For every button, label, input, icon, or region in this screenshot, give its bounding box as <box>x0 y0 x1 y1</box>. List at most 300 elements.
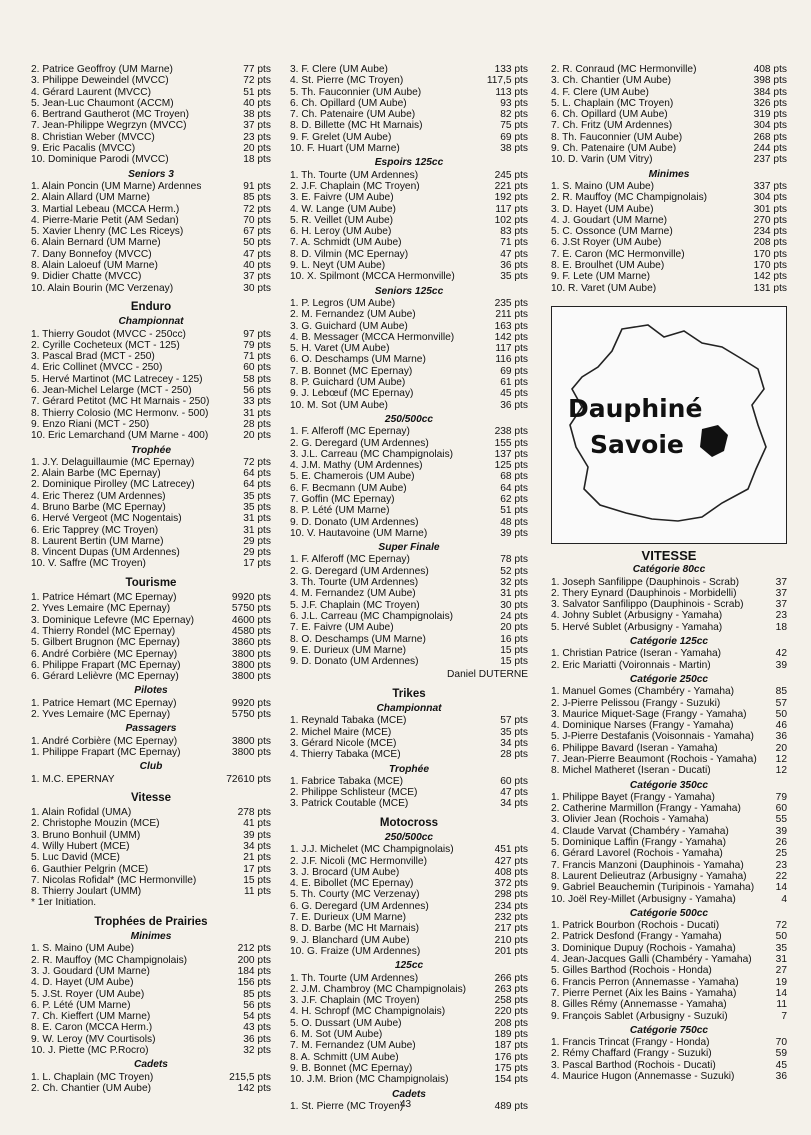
result-name: 6. F. Becmann (UM Aube) <box>290 482 407 494</box>
result-row <box>551 686 787 697</box>
result-points: 189 pts <box>494 1029 528 1041</box>
result-name: 4. Éric Collinet (MVCC - 250) <box>31 362 163 374</box>
result-points: 36 <box>775 1071 787 1082</box>
result-name: 3. J. Brocard (UM Aube) <box>290 866 400 878</box>
result-name: 1. Philippe Frapart (MC Épernay) <box>31 746 181 758</box>
result-points: 72 pts <box>243 456 271 468</box>
result-points: 25 <box>775 848 787 860</box>
trikes-championnat-results <box>290 715 528 760</box>
result-name: 10. Alain Bourin (MC Verzenay) <box>31 282 174 294</box>
result-name: 7. Jean-Pierre Beaumont (Rochois - Yamaha) <box>551 753 757 765</box>
result-points: 116 pts <box>495 354 528 366</box>
result-points: 58 pts <box>243 373 271 385</box>
trikes-heading: Trikes <box>392 687 426 700</box>
result-name: 7. Goffin (MC Épernay) <box>290 493 395 505</box>
result-points: 117 pts <box>495 203 528 215</box>
result-points: 170 pts <box>753 248 787 260</box>
result-row <box>290 237 528 248</box>
result-points: 79 pts <box>243 339 271 351</box>
result-points: 398 pts <box>753 75 787 87</box>
result-name: 10. V. Saffre (MC Troyen) <box>31 558 146 570</box>
result-row <box>290 170 528 181</box>
result-name: 2. Thery Eynard (Dauphinois - Morbidelli) <box>551 587 737 599</box>
result-row <box>290 505 528 516</box>
result-name: 1. Patrice Hemart (MC Épernay) <box>31 697 177 709</box>
result-row <box>290 309 528 320</box>
result-points: 4600 pts <box>231 614 271 626</box>
result-row <box>31 362 271 373</box>
result-points: 37 <box>775 587 787 599</box>
result-points: 36 pts <box>500 260 528 272</box>
result-points: 7 <box>781 1010 787 1022</box>
result-name: 3. Pascal Brad (MCT - 250) <box>31 351 155 363</box>
result-row <box>31 226 271 237</box>
result-points: 54 pts <box>243 1011 271 1023</box>
result-points: 176 pts <box>494 1051 528 1063</box>
result-name: 1. J.J. Michelet (MC Champignolais) <box>290 844 454 856</box>
result-name: 1. Fabrice Tabaka (MCE) <box>290 775 404 787</box>
result-name: 5. Hervé Sublet (Arbusigny - Yamaha) <box>551 621 723 633</box>
result-row <box>31 1034 271 1045</box>
result-row <box>31 283 271 294</box>
result-row <box>31 989 271 1000</box>
result-points: 36 pts <box>500 399 528 411</box>
result-points: 20 pts <box>500 622 528 634</box>
result-points: 4580 pts <box>231 625 271 637</box>
result-row <box>31 237 271 248</box>
result-row <box>290 727 528 738</box>
result-name: 4. J.M. Mathy (UM Ardennes) <box>290 460 423 472</box>
result-row <box>31 204 271 215</box>
result-points: 35 pts <box>500 726 528 738</box>
result-points: 41 pts <box>243 818 271 830</box>
result-name: 6. M. Sot (UM Aube) <box>290 1029 383 1041</box>
result-row <box>551 283 787 294</box>
result-row <box>290 215 528 226</box>
result-row <box>551 754 787 765</box>
result-name: 6. Alain Bernard (UM Marne) <box>31 237 161 249</box>
result-row <box>290 738 528 749</box>
result-name: 9. D. Donato (UM Ardennes) <box>290 516 419 528</box>
page-number: 43 <box>399 1099 412 1110</box>
result-points: 45 pts <box>500 388 528 400</box>
result-points: 15 pts <box>500 644 528 656</box>
result-name: 10. R. Varet (UM Aube) <box>551 282 657 294</box>
result-row <box>290 143 528 154</box>
result-name: 9. F. Grelet (UM Aube) <box>290 131 392 143</box>
result-points: 217 pts <box>494 923 528 935</box>
result-row <box>551 814 787 825</box>
result-points: 238 pts <box>494 426 528 438</box>
result-points: 36 pts <box>243 1033 271 1045</box>
result-row <box>290 528 528 539</box>
result-name: 4. F. Clere (UM Aube) <box>551 86 649 98</box>
result-name: 6. G. Deregard (UM Ardennes) <box>290 900 429 912</box>
result-points: 79 <box>775 791 787 803</box>
result-points: 187 pts <box>494 1040 528 1052</box>
result-points: 212 pts <box>237 943 271 955</box>
result-name: 6. H. Leroy (UM Aube) <box>290 226 392 238</box>
result-points: 64 pts <box>243 479 271 491</box>
result-row <box>551 109 787 120</box>
result-points: 221 pts <box>494 180 528 192</box>
enduro-heading: Enduro <box>130 300 172 313</box>
result-name: 5. J.F. Chaplain (MC Troyen) <box>290 599 420 611</box>
result-row <box>290 494 528 505</box>
result-name: 9. Didier Chatte (MVCC) <box>31 271 142 283</box>
motocross-heading: Motocross <box>379 816 439 829</box>
result-row <box>31 491 271 502</box>
result-name: 1. St. Pierre (MC Troyen) <box>290 1100 404 1112</box>
result-row <box>290 249 528 260</box>
result-row <box>290 87 528 98</box>
result-name: 10. J. Piette (MC P.Rocro) <box>31 1045 149 1057</box>
cat250-heading: Catégorie 250cc <box>629 673 709 685</box>
result-row <box>290 120 528 131</box>
result-points: 258 pts <box>494 995 528 1007</box>
result-row <box>551 731 787 742</box>
result-points: 154 pts <box>494 1074 528 1086</box>
result-points: 45 <box>775 1059 787 1071</box>
result-row <box>31 841 271 852</box>
result-name: 5. Hervé Martinot (MC Latrecey - 125) <box>31 373 203 385</box>
result-name: 4. Dominique Narses (Frangy - Yamaha) <box>551 720 734 732</box>
result-name: 6. Philippe Bavard (Iseran - Yamaha) <box>551 742 718 754</box>
result-name: 1. André Corbière (MC Épernay) <box>31 735 178 747</box>
result-row <box>290 64 528 75</box>
result-row <box>290 192 528 203</box>
result-row <box>290 856 528 867</box>
result-points: 72 pts <box>243 75 271 87</box>
vitesse-heading: Vitesse <box>130 791 172 804</box>
prairies-cadets-heading: Cadets <box>134 1059 168 1071</box>
tourisme-club-heading: Club <box>139 761 163 773</box>
result-points: 31 pts <box>500 588 528 600</box>
result-name: 2. Patrick Desfond (Frangy - Yamaha) <box>551 931 722 943</box>
result-row <box>31 64 271 75</box>
result-row <box>551 215 787 226</box>
tourisme-heading: Tourisme <box>125 576 177 589</box>
result-points: 69 pts <box>500 365 528 377</box>
result-points: 408 pts <box>753 64 787 75</box>
result-name: 4. Bruno Barbe (MC Épernay) <box>31 501 166 513</box>
result-name: 5. Gilbert Brugnon (MC Épernay) <box>31 637 180 649</box>
result-points: 14 <box>775 882 787 894</box>
result-row <box>31 966 271 977</box>
result-points: 211 pts <box>495 309 528 321</box>
result-row <box>551 709 787 720</box>
result-points: 59 <box>775 1048 787 1060</box>
prairies-heading: Trophées de Prairies <box>94 915 208 928</box>
mxcadets-heading: Cadets <box>392 1088 426 1100</box>
result-row <box>551 965 787 976</box>
result-row <box>31 502 271 513</box>
result-points: 51 pts <box>500 505 528 517</box>
result-row <box>31 340 271 351</box>
result-row <box>31 468 271 479</box>
result-row <box>31 536 271 547</box>
mx250-heading: 250/500cc <box>384 832 434 843</box>
result-name: 4. Éric Therez (UM Ardennes) <box>31 490 166 502</box>
result-row <box>31 660 271 671</box>
vitesse-results <box>31 807 271 897</box>
result-points: 31 pts <box>243 407 271 419</box>
result-row <box>551 1011 787 1022</box>
result-row <box>290 260 528 271</box>
result-points: 52 pts <box>500 565 528 577</box>
result-row <box>290 889 528 900</box>
result-points: 208 pts <box>494 1017 528 1029</box>
result-name: 9. J. Blanchard (UM Aube) <box>290 934 410 946</box>
result-name: 8. Thierry Joulart (UMM) <box>31 886 142 898</box>
result-points: 24 pts <box>500 610 528 622</box>
result-name: 7. Jean-Philippe Wegrzyn (MVCC) <box>31 120 187 132</box>
result-name: 6. Ch. Opillard (UM Aube) <box>290 97 407 109</box>
result-points: 384 pts <box>753 86 787 98</box>
result-name: 10. D. Varin (UM Vitry) <box>551 154 653 166</box>
result-row <box>290 204 528 215</box>
result-points: 27 <box>775 965 787 977</box>
result-points: 298 pts <box>494 889 528 901</box>
result-name: 6. André Corbière (MC Épernay) <box>31 648 178 660</box>
result-row <box>31 558 271 569</box>
result-name: 3. Salvator Sanfilippo (Dauphinois - Scrab) <box>551 599 744 611</box>
result-row <box>31 215 271 226</box>
result-name: 2. Yves Lemaire (MC Épernay) <box>31 603 171 615</box>
result-row <box>290 984 528 995</box>
result-name: 1. M.C. ÉPERNAY <box>31 773 115 785</box>
result-points: 40 pts <box>243 260 271 272</box>
result-row <box>31 864 271 875</box>
result-row <box>290 1006 528 1017</box>
result-points: 5750 pts <box>231 603 271 615</box>
cat250-results <box>551 686 787 776</box>
result-points: 91 pts <box>243 180 271 192</box>
result-points: 30 pts <box>500 599 528 611</box>
result-name: 7. Dany Bonnefoy (MVCC) <box>31 248 152 260</box>
result-row <box>31 709 271 720</box>
result-name: 9. E. Durieux (UM Marne) <box>290 644 407 656</box>
result-points: 234 pts <box>753 226 787 238</box>
result-points: 57 pts <box>500 715 528 727</box>
result-row <box>290 645 528 656</box>
result-name: 10. X. Spilmont (MCCA Hermonville) <box>290 271 455 283</box>
result-points: 43 pts <box>243 1022 271 1034</box>
result-points: 34 pts <box>243 841 271 852</box>
result-row <box>551 882 787 893</box>
result-name: 4. D. Hayet (UM Aube) <box>31 977 134 989</box>
result-row <box>551 743 787 754</box>
result-row <box>31 192 271 203</box>
prairies-cadets-results <box>31 1072 271 1095</box>
result-name: 2. R. Mauffoy (MC Champignolais) <box>551 192 708 204</box>
result-name: 9. Enzo Riani (MCT - 250) <box>31 418 150 430</box>
enduro-championnat-heading: Championnat <box>118 316 184 328</box>
result-row <box>551 622 787 633</box>
result-row <box>551 894 787 905</box>
result-row <box>290 332 528 343</box>
result-row <box>31 249 271 260</box>
espoirs-results <box>290 170 528 283</box>
result-row <box>290 935 528 946</box>
result-name: 2. J.F. Chaplain (MC Troyen) <box>290 180 420 192</box>
result-points: 64 pts <box>500 482 528 494</box>
result-row <box>31 457 271 468</box>
result-name: 2. Philippe Schlisteur (MCE) <box>290 787 418 799</box>
result-points: 37 <box>775 576 787 588</box>
result-row <box>290 366 528 377</box>
cat350-heading: Catégorie 350cc <box>629 779 709 791</box>
result-name: 5. Luc David (MCE) <box>31 852 120 864</box>
result-points: 38 pts <box>500 143 528 155</box>
result-name: 10. M. Sot (UM Aube) <box>290 399 388 411</box>
result-name: 5. Xavier Lhenry (MC Les Riceys) <box>31 226 184 238</box>
result-row <box>290 600 528 611</box>
result-points: 18 <box>775 621 787 633</box>
tourisme-results <box>31 592 271 682</box>
result-points: 29 pts <box>243 535 271 547</box>
result-name: 4. Maurice Hugon (Annemasse - Suzuki) <box>551 1071 735 1082</box>
result-row <box>31 977 271 988</box>
result-row <box>551 181 787 192</box>
result-name: 1. J.Y. Delaguillaumie (MC Épernay) <box>31 456 195 468</box>
result-name: 6. Philippe Frapart (MC Épernay) <box>31 659 181 671</box>
result-name: 5. E. Chamerois (UM Aube) <box>290 471 415 483</box>
result-row <box>31 396 271 407</box>
result-points: 55 <box>775 814 787 826</box>
result-points: 82 pts <box>500 109 528 121</box>
result-name: 4. Pierre-Marie Petit (AM Sedan) <box>31 214 179 226</box>
result-row <box>551 87 787 98</box>
result-row <box>551 943 787 954</box>
result-row <box>551 837 787 848</box>
result-name: 7. Gérard Petitot (MC Ht Marnais - 250) <box>31 396 210 408</box>
result-row <box>31 830 271 841</box>
result-row <box>551 75 787 86</box>
result-row <box>31 747 271 758</box>
result-row <box>551 871 787 882</box>
result-row <box>551 660 787 671</box>
result-name: 8. D. Vilmin (MC Épernay) <box>290 248 409 260</box>
result-name: 10. Éric Lemarchand (UM Marne - 400) <box>31 430 209 442</box>
result-name: 1. P. Legros (UM Aube) <box>290 297 396 309</box>
result-points: 201 pts <box>494 945 528 957</box>
result-points: 83 pts <box>500 226 528 238</box>
result-row <box>290 715 528 726</box>
result-points: 97 pts <box>243 328 271 340</box>
seniors125-results <box>290 298 528 411</box>
result-row <box>290 98 528 109</box>
result-name: 4. M. Fernandez (UM Aube) <box>290 588 416 600</box>
result-points: 69 pts <box>500 131 528 143</box>
result-name: 6. Ch. Opillard (UM Aube) <box>551 109 668 121</box>
result-name: 8. Christian Weber (MVCC) <box>31 131 155 143</box>
result-points: 263 pts <box>494 983 528 995</box>
result-row <box>290 1052 528 1063</box>
result-name: 6. Bertrand Gautherot (MC Troyen) <box>31 109 189 121</box>
result-row <box>31 143 271 154</box>
result-points: 3800 pts <box>231 671 271 683</box>
result-row <box>31 513 271 524</box>
result-name: 7. Ch. Fritz (UM Ardennes) <box>551 120 673 132</box>
result-name: 5. Th. Fauconnier (UM Aube) <box>290 86 422 98</box>
result-points: 61 pts <box>500 377 528 389</box>
result-row <box>290 471 528 482</box>
result-points: 319 pts <box>753 109 787 121</box>
result-name: 4. Thierry Tabaka (MCE) <box>290 749 401 761</box>
result-name: 5. L. Chaplain (MC Troyen) <box>551 97 674 109</box>
result-points: 38 pts <box>243 109 271 121</box>
result-name: 3. Dominique Lefevre (MC Épernay) <box>31 614 195 626</box>
result-points: 77 pts <box>243 64 271 75</box>
cat750-results <box>551 1037 787 1082</box>
result-points: 33 pts <box>243 396 271 408</box>
result-name: 6. Jean-Michel Lelarge (MCT - 250) <box>31 385 192 397</box>
result-points: 210 pts <box>494 934 528 946</box>
result-points: 39 <box>775 659 787 671</box>
result-points: 4 <box>781 893 787 905</box>
result-row <box>290 634 528 645</box>
result-name: 5. J-Pierre Destafanis (Voisonnais - Yamaha) <box>551 731 754 743</box>
result-name: 8. D. Barbe (MC Ht Marnais) <box>290 923 420 935</box>
result-points: 71 pts <box>500 237 528 249</box>
superfinale-heading: Super Finale <box>378 542 440 554</box>
result-row <box>290 377 528 388</box>
result-points: 20 <box>775 742 787 754</box>
result-name: 4. H. Schropf (MC Champignolais) <box>290 1006 446 1018</box>
cat80-results <box>551 577 787 633</box>
result-name: 3. Olivier Jean (Rochois - Yamaha) <box>551 814 709 826</box>
result-name: 1. L. Chaplain (MC Troyen) <box>31 1071 154 1083</box>
result-points: 72 pts <box>243 203 271 215</box>
vitesse-dauphine-heading: VITESSE <box>641 547 697 563</box>
result-name: 7. E. Faivre (UM Aube) <box>290 622 394 634</box>
result-points: 113 pts <box>495 86 528 98</box>
result-points: 427 pts <box>494 855 528 867</box>
result-row <box>290 460 528 471</box>
result-name: 7. Francis Manzoni (Dauphinois - Yamaha) <box>551 859 744 871</box>
result-row <box>551 931 787 942</box>
result-points: 30 pts <box>243 282 271 294</box>
result-points: 3800 pts <box>231 746 271 758</box>
result-points: 304 pts <box>753 120 787 132</box>
result-row <box>551 1071 787 1082</box>
cat750-heading: Catégorie 750cc <box>629 1024 709 1036</box>
result-points: 278 pts <box>237 807 271 819</box>
result-row <box>290 588 528 599</box>
result-name: 4. E. Bibollet (MC Épernay) <box>290 878 414 890</box>
seniors3-results <box>31 181 271 294</box>
result-row <box>31 132 271 143</box>
result-name: 7. Ch. Kieffert (UM Marne) <box>31 1011 151 1023</box>
result-row <box>31 626 271 637</box>
result-name: 10. Joël Rey-Millet (Arbusigny - Yamaha) <box>551 893 736 905</box>
result-points: 142 pts <box>753 271 787 283</box>
result-name: 2. J.M. Chambroy (MC Champignolais) <box>290 983 467 995</box>
result-row <box>31 886 271 897</box>
result-row <box>551 988 787 999</box>
result-name: 7. Ch. Patenaire (UM Aube) <box>290 109 416 121</box>
result-name: 2. G. Deregard (UM Ardennes) <box>290 437 429 449</box>
result-name: 8. D. Billette (MC Ht Marnais) <box>290 120 423 132</box>
result-name: 1. F. Alferoff (MC Épernay) <box>290 426 410 438</box>
result-name: 2. G. Deregard (UM Ardennes) <box>290 565 429 577</box>
result-points: 9920 pts <box>231 592 271 604</box>
result-points: 131 pts <box>753 282 787 294</box>
result-row <box>290 1063 528 1074</box>
result-points: 133 pts <box>494 64 528 75</box>
result-name: 3. F. Clere (UM Aube) <box>290 64 388 75</box>
